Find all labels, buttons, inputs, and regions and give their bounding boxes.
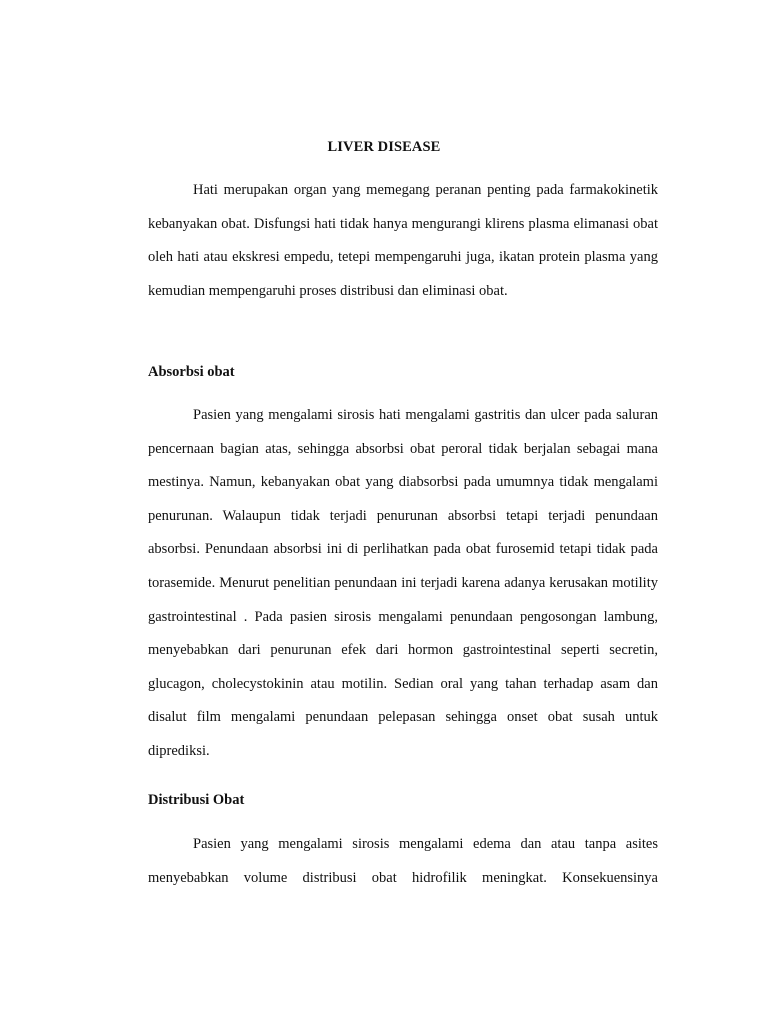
intro-paragraph: Hati merupakan organ yang memegang peranan penting pada farmakokinetik kebanyakan obat. Disfungsi hati tidak hanya mengurangi klirens plasma elimanasi obat oleh hati atau ekskresi empedu, tetepi mempengaruhi juga, ikatan protein plasma yang kemudian mempengaruhi proses distribusi dan eliminasi obat.	[148, 182, 658, 299]
page-title: LIVER DISEASE	[327, 139, 441, 155]
section-heading-absorbsi: Absorbsi obat	[148, 364, 235, 380]
section-paragraph-absorbsi: Pasien yang mengalami sirosis hati mengalami gastritis dan ulcer pada saluran pencernaan bagian atas, sehingga absorbsi obat peroral tidak berjalan sebagai mana mestinya. Namun, kebanyakan obat yang diabsorbsi pada umumnya tidak mengalami penurunan. Walaupun tidak terjadi penurunan absorbsi tetapi terjadi penundaan absorbsi. Penundaan absorbsi ini di perlihatkan pada obat furosemid tetapi tidak pada torasemide. Menurut penelitian penundaan ini terjadi karena adanya kerusakan motility gastrointestinal . Pada pasien sirosis mengalami penundaan pengosongan lambung, menyebabkan dari penurunan efek dari hormon gastrointestinal seperti secretin, glucagon, cholecystokinin atau motilin. Sedian oral yang tahan terhadap asam dan disalut film mengalami penundaan pelepasan sehingga onset obat susah untuk diprediksi.	[148, 407, 658, 759]
section-heading-distribusi: Distribusi Obat	[148, 792, 245, 808]
section-paragraph-distribusi: Pasien yang mengalami sirosis mengalami edema dan atau tanpa asites menyebabkan volume distribusi obat hidrofilik meningkat. Konsekuensinya	[148, 836, 658, 886]
